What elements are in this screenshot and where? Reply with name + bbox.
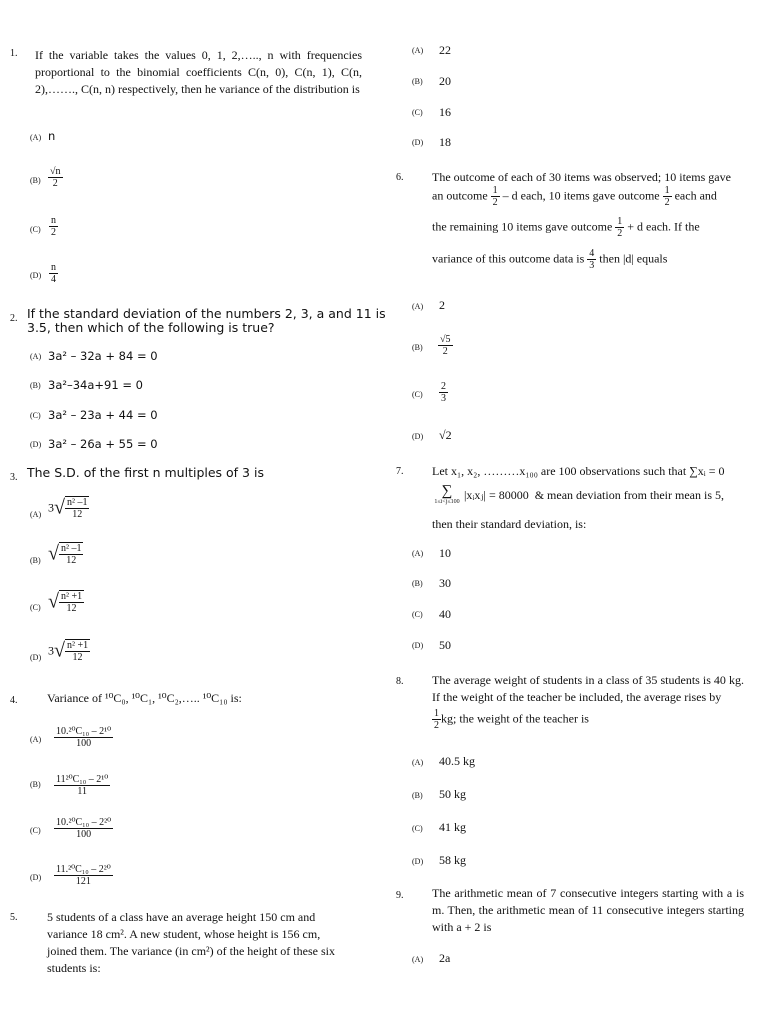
question-3-text: The S.D. of the first n multiples of 3 is: [27, 465, 264, 480]
question-7-line-3: then their standard deviation, is:: [432, 517, 587, 531]
q2-option-b-label: (B): [30, 381, 41, 390]
q3-option-a-radical: 3√ $\frac{\text{n² –1}}{12}$: [48, 496, 88, 520]
q1-option-a-value: n: [48, 129, 56, 143]
q7-option-d-value: 50: [439, 638, 451, 652]
q4-option-a-label: (A): [30, 735, 42, 744]
q7-summation: ∑ 1≤i<j≤100: [434, 483, 460, 505]
question-2-text: If the standard deviation of the numbers 2, 3, a and 11 is 3.5, then which of the following is true?: [27, 306, 386, 335]
q7-option-b-label: (B): [412, 579, 423, 588]
q6-option-d-label: (D): [412, 432, 424, 441]
q1-option-b-label: (B): [30, 176, 41, 185]
q8-option-b-label: (B): [412, 791, 423, 800]
question-6-line-4: variance of this outcome data is $\frac{4}{3}$ then |d| equals: [432, 248, 668, 271]
question-6-line-1: The outcome of each of 30 items was observed; 10 items gave: [432, 170, 731, 184]
q3-option-c-label: (C): [30, 603, 41, 612]
q7-option-a-value: 10: [439, 546, 451, 560]
question-6-number: 6.: [396, 172, 404, 183]
q3-option-d-label: (D): [30, 653, 42, 662]
q6-option-c-label: (C): [412, 390, 423, 399]
question-8-number: 8.: [396, 676, 404, 687]
q1-option-b-fraction: $\frac{√n}{2}$: [50, 166, 61, 189]
question-5-text: 5 students of a class have an average height 150 cm and variance 18 cm². A new student, whose height is 156 cm, joined them. The variance (in cm²) of the height of these six students is:: [47, 910, 335, 975]
q2-option-a-value: 3a² – 32a + 84 = 0: [48, 349, 158, 363]
q1-option-a-label: (A): [30, 133, 42, 142]
q4-option-c-fraction: $\frac{\text{10.²⁰C₁₀ – 2²⁰}}{100}$: [56, 817, 112, 840]
question-1-text: If the variable takes the values 0, 1, 2,….., n with frequencies proportional to the binomial coefficients C(n, 0), C(n, 1), C(n, 2),……., C(n, n) respectively, then he variance of the distribution is: [35, 48, 362, 96]
q8-option-c-value: 41 kg: [439, 820, 466, 834]
q5-option-c-value: 16: [439, 105, 451, 119]
question-1-number: 1.: [10, 48, 18, 59]
q1-option-c-label: (C): [30, 225, 41, 234]
q6-option-c-fraction: $\frac{2}{3}$: [441, 381, 446, 404]
q7-option-b-value: 30: [439, 576, 451, 590]
q6-option-b-label: (B): [412, 343, 423, 352]
q2-option-c-label: (C): [30, 411, 41, 420]
q2-option-c-value: 3a² – 23a + 44 = 0: [48, 408, 158, 422]
q5-option-b-value: 20: [439, 74, 451, 88]
q4-option-b-label: (B): [30, 780, 41, 789]
q3-option-b-label: (B): [30, 556, 41, 565]
q2-option-b-value: 3a²–34a+91 = 0: [48, 378, 143, 392]
question-7-number: 7.: [396, 466, 404, 477]
q7-option-c-value: 40: [439, 607, 451, 621]
q7-option-c-label: (C): [412, 610, 423, 619]
question-2-number: 2.: [10, 313, 18, 324]
question-5-number: 5.: [10, 912, 18, 923]
q5-option-c-label: (C): [412, 108, 423, 117]
question-9-text: The arithmetic mean of 7 consecutive integers starting with a is m. Then, the arithmetic mean of 11 consecutive integers starting with a + 2 is: [432, 886, 744, 934]
q3-option-a-label: (A): [30, 510, 42, 519]
question-7-line-2: |xᵢxⱼ| = 80000 & mean deviation from their mean is 5,: [464, 488, 724, 502]
q3-option-b-radical: √ $\frac{\text{n² –1}}{12}$: [48, 542, 82, 566]
q9-option-a-label: (A): [412, 955, 424, 964]
q8-option-b-value: 50 kg: [439, 787, 466, 801]
q6-option-a-value: 2: [439, 298, 445, 312]
q4-option-d-label: (D): [30, 873, 42, 882]
question-4-text: Variance of ¹⁰C₀, ¹⁰C₁, ¹⁰C₂,….. ¹⁰C₁₀ is:: [47, 691, 242, 705]
q3-option-d-radical: 3√ $\frac{\text{n² +1}}{12}$: [48, 639, 89, 663]
q4-option-c-label: (C): [30, 826, 41, 835]
question-8-tail: $\frac{1}{2}$ kg; the weight of the teacher is: [434, 708, 589, 731]
question-4-number: 4.: [10, 695, 18, 706]
q2-option-d-label: (D): [30, 440, 42, 449]
q5-option-b-label: (B): [412, 77, 423, 86]
q5-option-d-label: (D): [412, 138, 424, 147]
q7-option-a-label: (A): [412, 549, 424, 558]
q1-option-c-fraction: $\frac{n}{2}$: [51, 215, 56, 238]
question-3-number: 3.: [10, 472, 18, 483]
question-6-line-3: the remaining 10 items gave outcome $\frac{1}{2}$ + d each. If the: [432, 216, 700, 239]
q5-option-a-value: 22: [439, 43, 451, 57]
q7-option-d-label: (D): [412, 641, 424, 650]
q5-option-a-label: (A): [412, 46, 424, 55]
q4-option-b-fraction: $\frac{\text{11²⁰C₁₀ – 2¹⁰}}{11}$: [56, 774, 109, 797]
q6-option-b-fraction: $\frac{√5}{2}$: [440, 334, 451, 357]
q3-option-c-radical: √ $\frac{\text{n² +1}}{12}$: [48, 590, 83, 614]
q9-option-a-value: 2a: [439, 951, 451, 965]
q8-option-a-value: 40.5 kg: [439, 754, 475, 768]
q8-option-d-value: 58 kg: [439, 853, 466, 867]
q2-option-a-label: (A): [30, 352, 42, 361]
q4-option-a-fraction: $\frac{\text{10.²⁰C₁₀ – 2¹⁰}}{100}$: [56, 726, 112, 749]
q6-option-a-label: (A): [412, 302, 424, 311]
q8-option-a-label: (A): [412, 758, 424, 767]
q2-option-d-value: 3a² – 26a + 55 = 0: [48, 437, 158, 451]
q4-option-d-fraction: $\frac{\text{11.²⁰C₁₀ – 2²⁰}}{121}$: [56, 864, 111, 887]
q6-option-d-value: √2: [439, 428, 452, 442]
question-8-text: The average weight of students in a class of 35 students is 40 kg. If the weight of the teacher be included, the average rises by: [432, 673, 744, 704]
q5-option-d-value: 18: [439, 135, 451, 149]
question-9-number: 9.: [396, 890, 404, 901]
q1-option-d-fraction: $\frac{n}{4}$: [51, 262, 56, 285]
q1-option-d-label: (D): [30, 271, 42, 280]
question-6-line-2: an outcome $\frac{1}{2}$ – d each, 10 items gave outcome $\frac{1}{2}$ each and: [432, 185, 717, 208]
q8-option-c-label: (C): [412, 824, 423, 833]
q8-option-d-label: (D): [412, 857, 424, 866]
question-7-line-1: Let x₁, x₂, ………x₁₀₀ are 100 observations such that ∑xᵢ = 0: [432, 464, 725, 478]
